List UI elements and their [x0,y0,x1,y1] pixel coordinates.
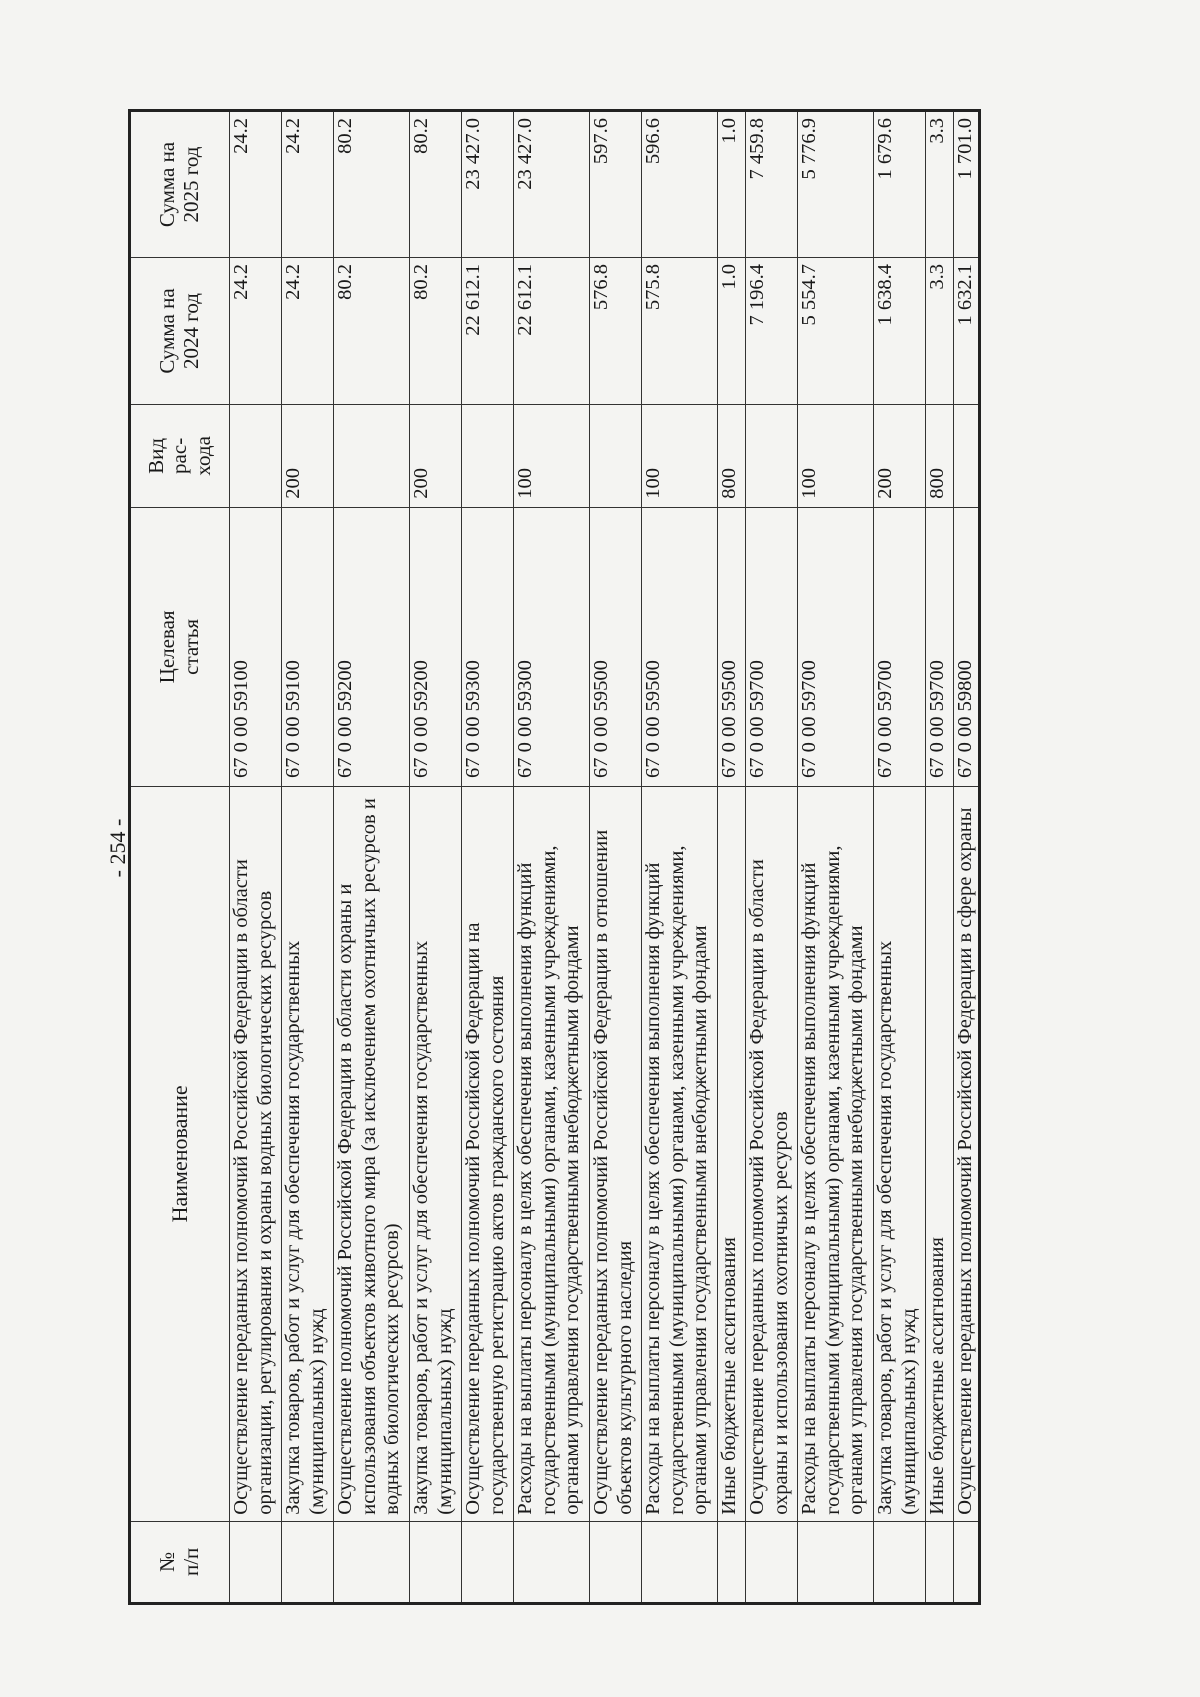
header-sum-2024: Сумма на 2024 год [130,258,230,405]
row-code: 67 0 00 59500 [642,507,718,786]
row-name: Закупка товаров, работ и услуг для обеспечения государственных (муниципальных) нужд [410,786,462,1521]
row-num [230,1521,282,1603]
row-sum-2024: 3.3 [926,258,954,405]
row-sum-2024: 22 612.1 [462,258,514,405]
row-sum-2025: 80.2 [410,111,462,258]
table-row [590,111,642,1604]
row-type: 100 [514,404,590,507]
header-code: Целевая статья [130,507,230,786]
row-name: Иные бюджетные ассигнования [718,786,746,1521]
table-row [954,111,980,1604]
row-type [590,404,642,507]
row-sum-2024: 7 196.4 [746,258,798,405]
header-num: № п/п [130,1521,230,1603]
row-sum-2024: 24.2 [230,258,282,405]
row-type: 100 [798,404,874,507]
row-code: 67 0 00 59500 [590,507,642,786]
table-row [926,111,954,1604]
row-type [230,404,282,507]
table-row [514,111,590,1604]
page-number: - 254 - [105,818,130,878]
row-sum-2025: 5 776.9 [798,111,874,258]
row-code: 67 0 00 59700 [746,507,798,786]
table-row [874,111,926,1604]
row-type [334,404,410,507]
row-sum-2025: 23 427.0 [462,111,514,258]
table-row [718,111,746,1604]
row-name: Осуществление переданных полномочий Российской Федерации в отношении объектов культурного наследия [590,786,642,1521]
row-num [718,1521,746,1603]
row-sum-2024: 575.8 [642,258,718,405]
header-type: Вид рас- хода [130,404,230,507]
row-name: Расходы на выплаты персоналу в целях обеспечения выполнения функций государственными (муниципальными) органами, казенными учреждениями, органами управления государственными внебюджетными фондами [798,786,874,1521]
row-type: 200 [410,404,462,507]
row-code: 67 0 00 59700 [926,507,954,786]
row-num [926,1521,954,1603]
row-sum-2024: 22 612.1 [514,258,590,405]
table-row [642,111,718,1604]
row-num [590,1521,642,1603]
row-code: 67 0 00 59200 [334,507,410,786]
row-sum-2024: 5 554.7 [798,258,874,405]
row-code: 67 0 00 59200 [410,507,462,786]
row-code: 67 0 00 59100 [282,507,334,786]
row-type [462,404,514,507]
header-sum-2025: Сумма на 2025 год [130,111,230,258]
row-code: 67 0 00 59700 [798,507,874,786]
row-type: 200 [874,404,926,507]
row-sum-2024: 1 638.4 [874,258,926,405]
row-sum-2025: 1.0 [718,111,746,258]
row-sum-2025: 24.2 [230,111,282,258]
budget-table [128,109,981,1605]
row-name: Иные бюджетные ассигнования [926,786,954,1521]
row-num [874,1521,926,1603]
row-sum-2024: 1 632.1 [954,258,980,405]
header-name: Наименование [130,786,230,1521]
row-type [746,404,798,507]
row-code: 67 0 00 59100 [230,507,282,786]
row-num [282,1521,334,1603]
table-row [798,111,874,1604]
row-sum-2025: 597.6 [590,111,642,258]
row-name: Осуществление переданных полномочий Российской Федерации в области охраны и использования охотничьих ресурсов [746,786,798,1521]
row-type: 800 [926,404,954,507]
row-sum-2024: 1.0 [718,258,746,405]
row-num [642,1521,718,1603]
row-name: Закупка товаров, работ и услуг для обеспечения государственных (муниципальных) нужд [874,786,926,1521]
row-type: 100 [642,404,718,507]
row-sum-2025: 3.3 [926,111,954,258]
row-name: Расходы на выплаты персоналу в целях обеспечения выполнения функций государственными (муниципальными) органами, казенными учреждениями, органами управления государственными внебюджетными фондами [642,786,718,1521]
row-sum-2025: 1 679.6 [874,111,926,258]
row-num [334,1521,410,1603]
row-sum-2025: 24.2 [282,111,334,258]
row-name: Осуществление переданных полномочий Российской Федерации в сфере охраны [954,786,980,1521]
row-sum-2025: 1 701.0 [954,111,980,258]
row-type: 800 [718,404,746,507]
row-sum-2025: 596.6 [642,111,718,258]
table-row [334,111,410,1604]
row-num [746,1521,798,1603]
row-code: 67 0 00 59300 [462,507,514,786]
row-code: 67 0 00 59300 [514,507,590,786]
row-sum-2025: 7 459.8 [746,111,798,258]
header-row [130,111,230,1604]
row-sum-2024: 576.8 [590,258,642,405]
rotated-document [128,109,1046,1605]
row-type [954,404,980,507]
row-name: Расходы на выплаты персоналу в целях обеспечения выполнения функций государственными (муниципальными) органами, казенными учреждениями, органами управления государственными внебюджетными фондами [514,786,590,1521]
table-row [230,111,282,1604]
row-name: Закупка товаров, работ и услуг для обеспечения государственных (муниципальных) нужд [282,786,334,1521]
row-sum-2024: 24.2 [282,258,334,405]
row-type: 200 [282,404,334,507]
row-sum-2025: 80.2 [334,111,410,258]
row-sum-2024: 80.2 [334,258,410,405]
row-sum-2024: 80.2 [410,258,462,405]
table-row [282,111,334,1604]
row-name: Осуществление переданных полномочий Российской Федерации на государственную регистрацию актов гражданского состояния [462,786,514,1521]
row-num [514,1521,590,1603]
row-name: Осуществление переданных полномочий Российской Федерации в области организации, регулирования и охраны водных биологических ресурсов [230,786,282,1521]
row-num [462,1521,514,1603]
row-code: 67 0 00 59700 [874,507,926,786]
row-num [798,1521,874,1603]
row-name: Осуществление полномочий Российской Федерации в области охраны и использования объектов животного мира (за исключением охотничьих ресурсов и водных биологических ресурсов) [334,786,410,1521]
row-code: 67 0 00 59800 [954,507,980,786]
row-code: 67 0 00 59500 [718,507,746,786]
table-row [410,111,462,1604]
table-row [462,111,514,1604]
row-sum-2025: 23 427.0 [514,111,590,258]
row-num [954,1521,980,1603]
table-row [746,111,798,1604]
row-num [410,1521,462,1603]
